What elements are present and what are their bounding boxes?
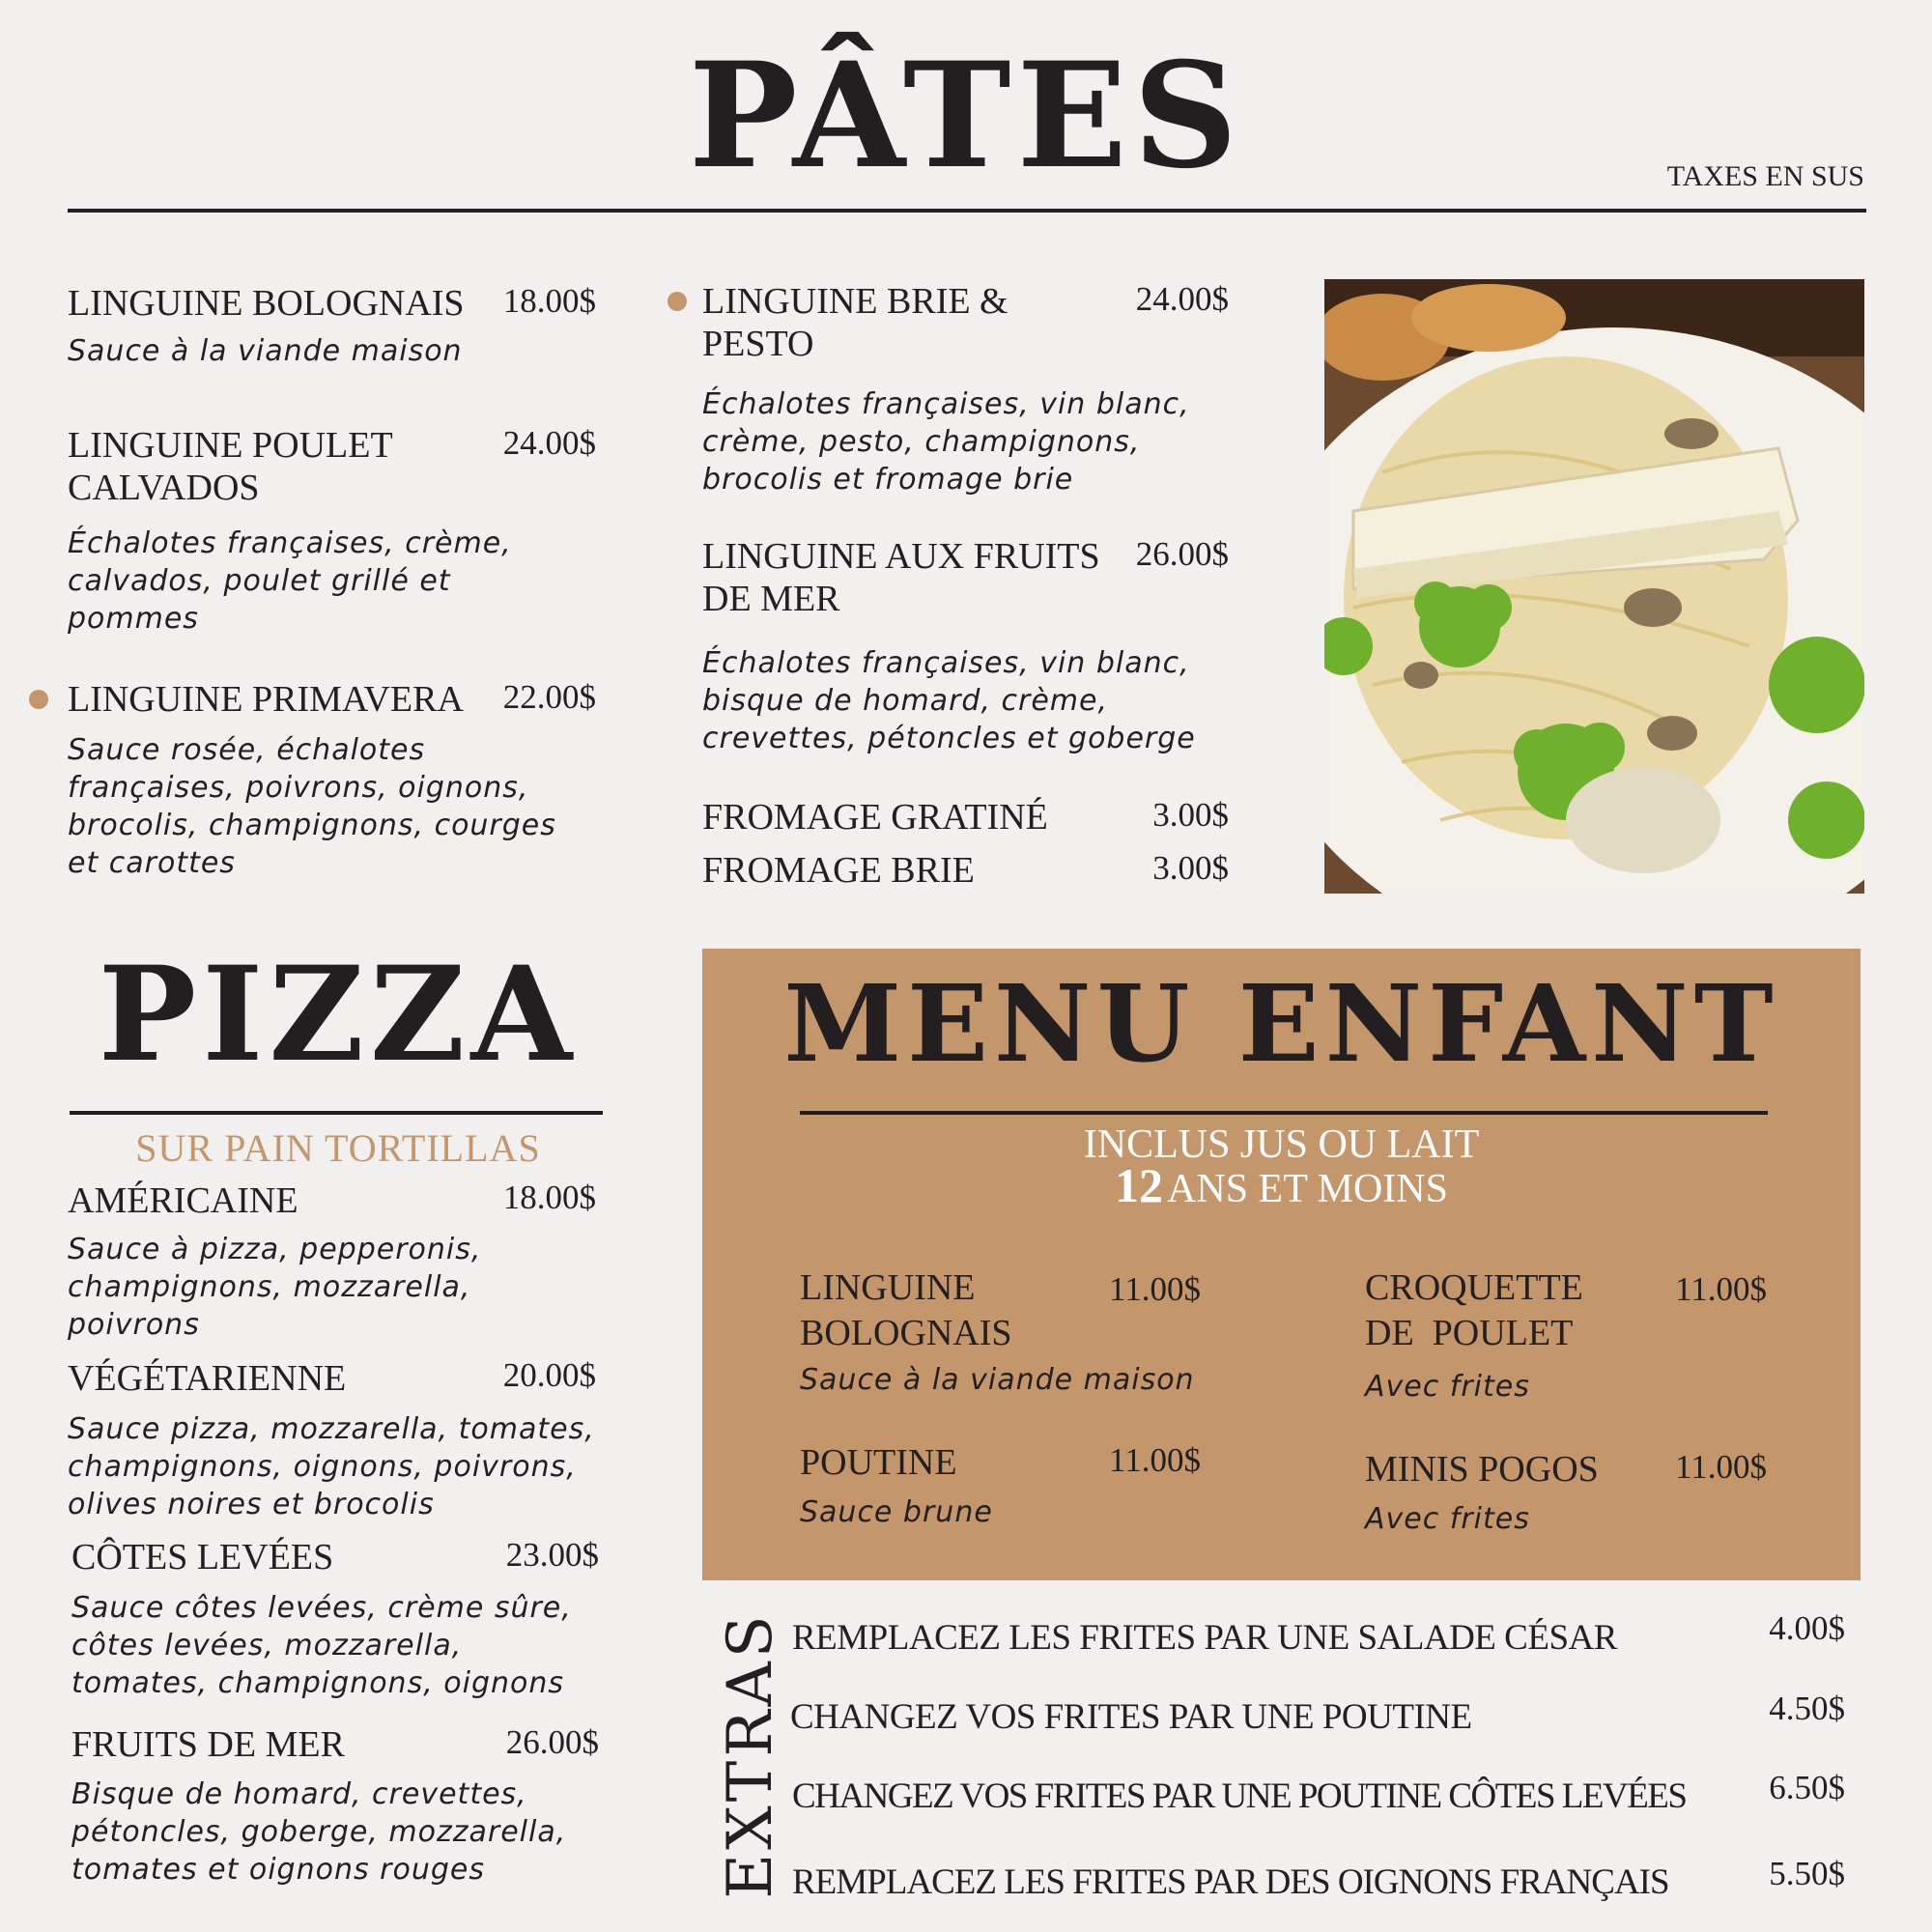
pizza-item-name: FRUITS DE MER [71, 1724, 345, 1765]
pates-item-price: 22.00$ [502, 678, 596, 716]
pizza-item-price: 20.00$ [502, 1356, 596, 1394]
pizza-divider [70, 1111, 603, 1115]
pates-item-name: LINGUINE BOLOGNAIS [68, 283, 465, 324]
pates-item-desc: Sauce à la viande maison [68, 334, 463, 368]
pizza-item-name: AMÉRICAINE [68, 1180, 298, 1221]
pizza-item-desc: Bisque de homard, crevettes, pétoncles, goberge, mozzarella, tomates et oignons rouges [71, 1777, 567, 1887]
pates-title: PÂTES [688, 31, 1244, 201]
kids-item-name: MINIS POGOS [1365, 1449, 1599, 1490]
extra-item-price: 4.50$ [1769, 1690, 1845, 1727]
age-number: 12 [1115, 1158, 1164, 1212]
pates-item-price: 24.00$ [1135, 280, 1229, 318]
kids-item-name: LINGUINE BOLOGNAIS [800, 1267, 1012, 1353]
pizza-item-desc: Sauce côtes levées, crème sûre, côtes levées, mozzarella, tomates, champignons, oignons [71, 1591, 572, 1700]
extra-item-price: 6.50$ [1769, 1769, 1845, 1806]
extra-item-text: REMPLACEZ LES FRITES PAR UNE SALADE CÉSAR [792, 1618, 1617, 1658]
extra-item-text: REMPLACEZ LES FRITES PAR DES OIGNONS FRANÇAIS [792, 1862, 1669, 1902]
kids-menu-title: MENU ENFANT [783, 961, 1779, 1086]
kids-item-desc: Sauce à la viande maison [800, 1363, 1195, 1397]
addon-price: 3.00$ [1152, 849, 1229, 887]
pates-item-desc: Échalotes françaises, vin blanc, bisque de homard, crème, crevettes, pétoncles et goberge [702, 646, 1196, 755]
pizza-item-desc: Sauce pizza, mozzarella, tomates, champignons, oignons, poivrons, olives noires et brocolis [68, 1412, 595, 1521]
extra-item-text: CHANGEZ VOS FRITES PAR UNE POUTINE [790, 1697, 1472, 1737]
pates-divider [68, 209, 1866, 213]
addon-name: FROMAGE GRATINÉ [702, 797, 1048, 838]
pates-item-price: 24.00$ [502, 424, 596, 462]
extra-item-price: 5.50$ [1769, 1855, 1845, 1892]
pates-item-desc: Échalotes françaises, crème, calvados, poulet grillé et pommes [68, 526, 512, 636]
vegetarian-dot-icon [29, 690, 48, 709]
pates-item-name: LINGUINE AUX FRUITS DE MER [702, 536, 1100, 619]
pates-item-name: LINGUINE PRIMAVERA [68, 679, 464, 720]
pizza-item-name: CÔTES LEVÉES [71, 1537, 334, 1577]
addon-price: 3.00$ [1152, 796, 1229, 834]
pates-item-name: LINGUINE BRIE & PESTO [702, 281, 1009, 364]
kids-item-desc: Avec frites [1365, 1370, 1530, 1404]
pizza-item-desc: Sauce à pizza, pepperonis, champignons, mozzarella, poivrons [68, 1233, 482, 1342]
kids-item-desc: Sauce brune [800, 1495, 993, 1529]
taxes-note: TAXES EN SUS [1666, 160, 1864, 192]
pates-item-desc: Sauce rosée, échalotes françaises, poivrons, oignons, brocolis, champignons, courges et carottes [68, 733, 556, 880]
kids-item-price: 11.00$ [1109, 1270, 1201, 1308]
pates-item-price: 18.00$ [502, 282, 596, 320]
kids-item-name: POUTINE [800, 1442, 957, 1483]
kids-menu-age-note [702, 1158, 1861, 1221]
pates-item-name: LINGUINE POULET CALVADOS [68, 425, 392, 508]
kids-item-price: 11.00$ [1675, 1270, 1767, 1308]
pates-item-price: 26.00$ [1135, 535, 1229, 573]
pizza-item-name: VÉGÉTARIENNE [68, 1358, 347, 1399]
pates-item-desc: Échalotes françaises, vin blanc, crème, pesto, champignons, brocolis et fromage brie [702, 387, 1190, 497]
extras-title: EXTRAS [715, 1611, 786, 1899]
pizza-title: PIZZA [98, 937, 579, 1091]
kids-menu-divider [800, 1111, 1768, 1115]
vegetarian-dot-icon [668, 292, 687, 311]
pizza-item-price: 26.00$ [505, 1723, 599, 1761]
extra-item-price: 4.00$ [1769, 1609, 1845, 1647]
extra-item-text: CHANGEZ VOS FRITES PAR UNE POUTINE CÔTES LEVÉES [792, 1776, 1687, 1816]
kids-item-name: CROQUETTE DE POULET [1365, 1267, 1593, 1353]
kids-item-price: 11.00$ [1675, 1448, 1767, 1486]
pizza-item-price: 23.00$ [505, 1536, 599, 1574]
kids-menu-drink-note: INCLUS JUS OU LAIT [1083, 1122, 1480, 1167]
age-text: ANS ET MOINS [1167, 1167, 1448, 1211]
kids-item-desc: Avec frites [1365, 1502, 1530, 1536]
pizza-item-price: 18.00$ [502, 1179, 596, 1216]
addon-name: FROMAGE BRIE [702, 850, 975, 891]
kids-item-price: 11.00$ [1109, 1441, 1201, 1479]
pizza-subtitle: SUR PAIN TORTILLAS [135, 1126, 541, 1170]
pasta-dish-photo [1324, 279, 1864, 894]
